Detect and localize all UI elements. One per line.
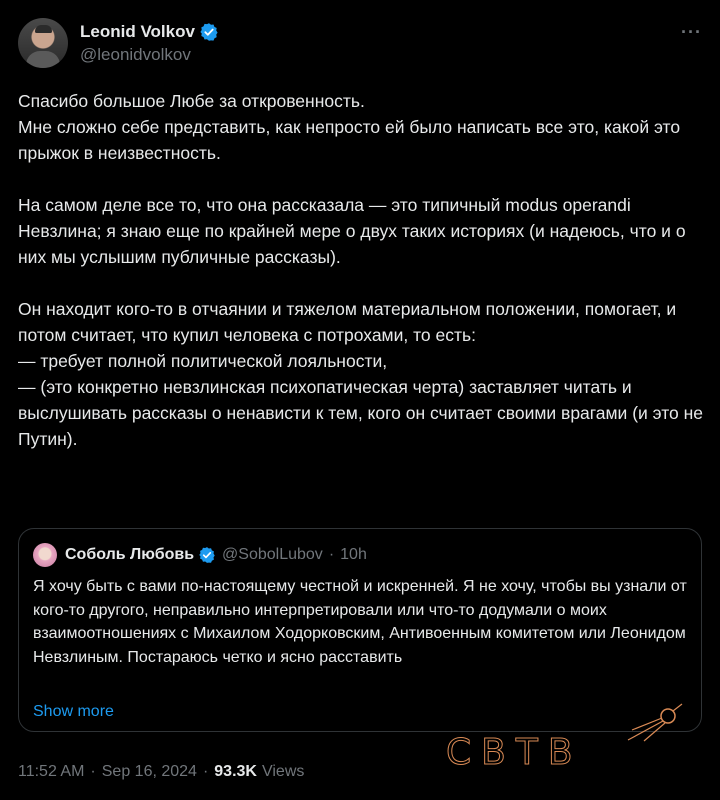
meta-separator: · bbox=[90, 763, 96, 780]
author-avatar[interactable] bbox=[18, 18, 68, 68]
quoted-separator: · bbox=[328, 546, 335, 563]
more-horizontal-icon[interactable]: ··· bbox=[681, 22, 702, 42]
quoted-author-display-name[interactable]: Соболь Любовь bbox=[65, 546, 195, 563]
author-names bbox=[80, 22, 219, 65]
show-more-link[interactable]: Show more bbox=[33, 703, 114, 720]
views-count: 93.3K bbox=[214, 763, 257, 780]
quoted-tweet-header bbox=[33, 543, 367, 567]
tweet-header bbox=[18, 18, 219, 68]
tweet-date[interactable]: Sep 16, 2024 bbox=[101, 763, 197, 780]
tweet-paragraph: Спасибо большое Любе за откровенность. Мне сложно себе представить, как непросто ей было написать все это, какой это прыжок в неизвестность. bbox=[18, 91, 681, 163]
verified-badge-icon bbox=[199, 22, 219, 42]
watermark-text: СВТВ bbox=[446, 732, 583, 773]
tweet-body bbox=[18, 88, 708, 478]
tweet-paragraph: На самом деле все то, что она рассказала — это типичный modus operandi Невзлина; я знаю еще по крайней мере о двух таких историях (и надеюсь, что и о них мы услышим публичные рассказы). bbox=[18, 195, 686, 267]
author-display-name[interactable]: Leonid Volkov bbox=[80, 21, 195, 41]
meta-separator: · bbox=[202, 763, 209, 780]
views-label: Views bbox=[261, 763, 305, 780]
quoted-author-avatar[interactable] bbox=[33, 543, 57, 567]
tweet-meta bbox=[18, 763, 304, 781]
verified-badge-icon bbox=[198, 546, 216, 564]
author-handle[interactable]: @leonidvolkov bbox=[80, 44, 191, 64]
channel-watermark bbox=[446, 702, 702, 782]
quoted-tweet-text: Я хочу быть с вами по-настоящему честной и искренней. Я не хочу, чтобы вы узнали от кого-то другого, неправильно интерпретировали или что-то додумали о моих взаимоотношениях с Михаилом Ходорковским, Антивоенным комитетом или Леонидом Невзлиным. Постараюсь четко и ясно расставить bbox=[33, 578, 687, 666]
sputnik-icon bbox=[624, 702, 686, 742]
quoted-timestamp[interactable]: 10h bbox=[340, 546, 367, 563]
tweet-paragraph: Он находит кого-то в отчаянии и тяжелом материальном положении, помогает, и потом считает, что купил человека с потрохами, то есть: — требует полной политической лояльности, — (это конкретно невзлинская психопатическая черта) заставляет читать и выслушивать рассказы о ненависти к тем, кого он считает своими врагами (и это не Путин). bbox=[18, 299, 704, 449]
tweet-time[interactable]: 11:52 AM bbox=[18, 763, 85, 780]
quoted-author-handle[interactable]: @SobolLubov bbox=[222, 546, 323, 563]
author-name-row bbox=[80, 22, 219, 42]
